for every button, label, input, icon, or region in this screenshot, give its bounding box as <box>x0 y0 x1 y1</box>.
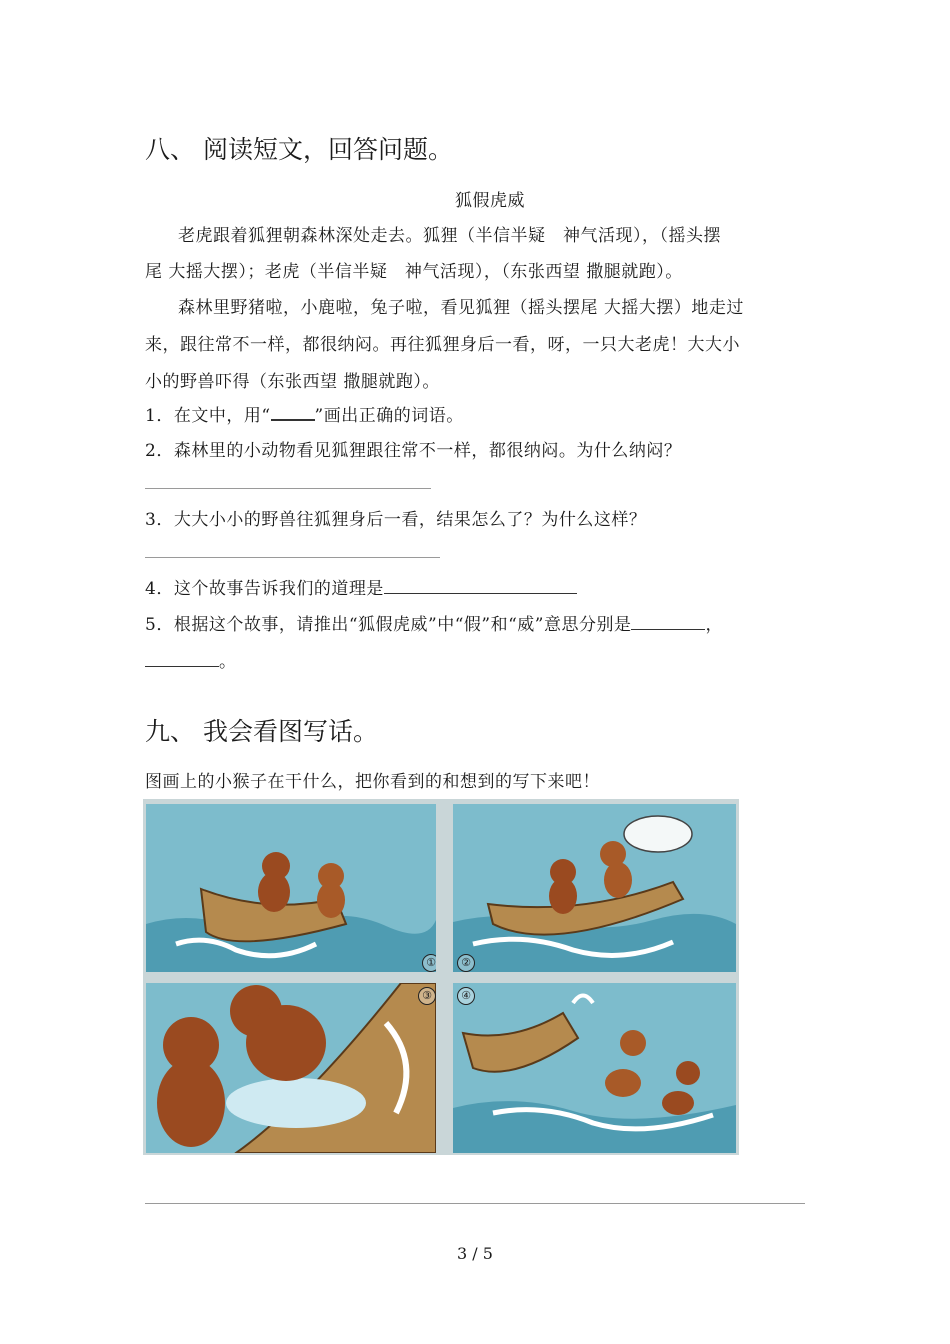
section-9-heading: 九、 我会看图写话。 <box>145 717 378 746</box>
question-4-answer-blank[interactable] <box>384 593 577 594</box>
question-1-underline-sample <box>271 419 315 421</box>
question-5-answer-blank-1[interactable] <box>631 629 705 630</box>
question-1-text-after: ”画出正确的词语。 <box>314 406 464 426</box>
question-2: 2．森林里的小动物看见狐狸跟往常不一样，都很纳闷。为什么纳闷？ <box>145 441 682 461</box>
comic-illustration <box>143 799 739 1155</box>
question-2-answer-line[interactable] <box>145 488 431 489</box>
question-5-text: 5．根据这个故事，请推出“狐假虎威”中“假”和“威”意思分别是 <box>145 615 632 635</box>
question-5-period: 。 <box>219 652 237 672</box>
question-3-answer-line[interactable] <box>145 557 440 558</box>
question-1 <box>145 401 464 426</box>
story-paragraph-1-line-2: 尾 大摇大摆）；老虎（半信半疑 神气活现），（东张西望 撒腿就跑）。 <box>145 262 683 282</box>
question-5 <box>145 610 723 635</box>
question-1-text-before: 1．在文中，用“ <box>145 406 271 426</box>
section-8-heading: 八、 阅读短文，回答问题。 <box>145 135 453 164</box>
comic-panel-4 <box>453 983 736 1153</box>
panel-1-number: ① <box>422 954 436 972</box>
panel-3-number: ③ <box>418 987 436 1005</box>
comic-panel-2 <box>453 804 736 972</box>
question-5-comma: ， <box>705 615 723 635</box>
story-paragraph-1-line-1: 老虎跟着狐狸朝森林深处走去。狐狸（半信半疑 神气活现），（摇头摆 <box>178 226 721 246</box>
story-title: 狐假虎威 <box>455 191 525 211</box>
question-5-answer-blank-2[interactable] <box>145 666 219 667</box>
panel-4-number: ④ <box>457 987 475 1005</box>
question-4 <box>145 574 577 599</box>
story-paragraph-2-line-2: 来，跟往常不一样，都很纳闷。再往狐狸身后一看，呀，一只大老虎！大大小 <box>145 335 740 355</box>
question-5-line-2 <box>145 647 237 672</box>
writing-answer-line[interactable] <box>145 1203 805 1204</box>
panel-2-number: ② <box>457 954 475 972</box>
writing-prompt: 图画上的小猴子在干什么，把你看到的和想到的写下来吧！ <box>145 772 600 792</box>
comic-panel-1 <box>146 804 436 972</box>
story-paragraph-2-line-1: 森林里野猪啦，小鹿啦，兔子啦，看见狐狸（摇头摆尾 大摇大摆）地走过 <box>178 298 744 318</box>
story-paragraph-2-line-3: 小的野兽吓得（东张西望 撒腿就跑）。 <box>145 372 440 392</box>
page-number: 3 / 5 <box>457 1244 493 1263</box>
question-4-text: 4．这个故事告诉我们的道理是 <box>145 579 384 599</box>
question-3: 3．大大小小的野兽往狐狸身后一看，结果怎么了？为什么这样？ <box>145 510 647 530</box>
comic-panel-3 <box>146 983 436 1153</box>
